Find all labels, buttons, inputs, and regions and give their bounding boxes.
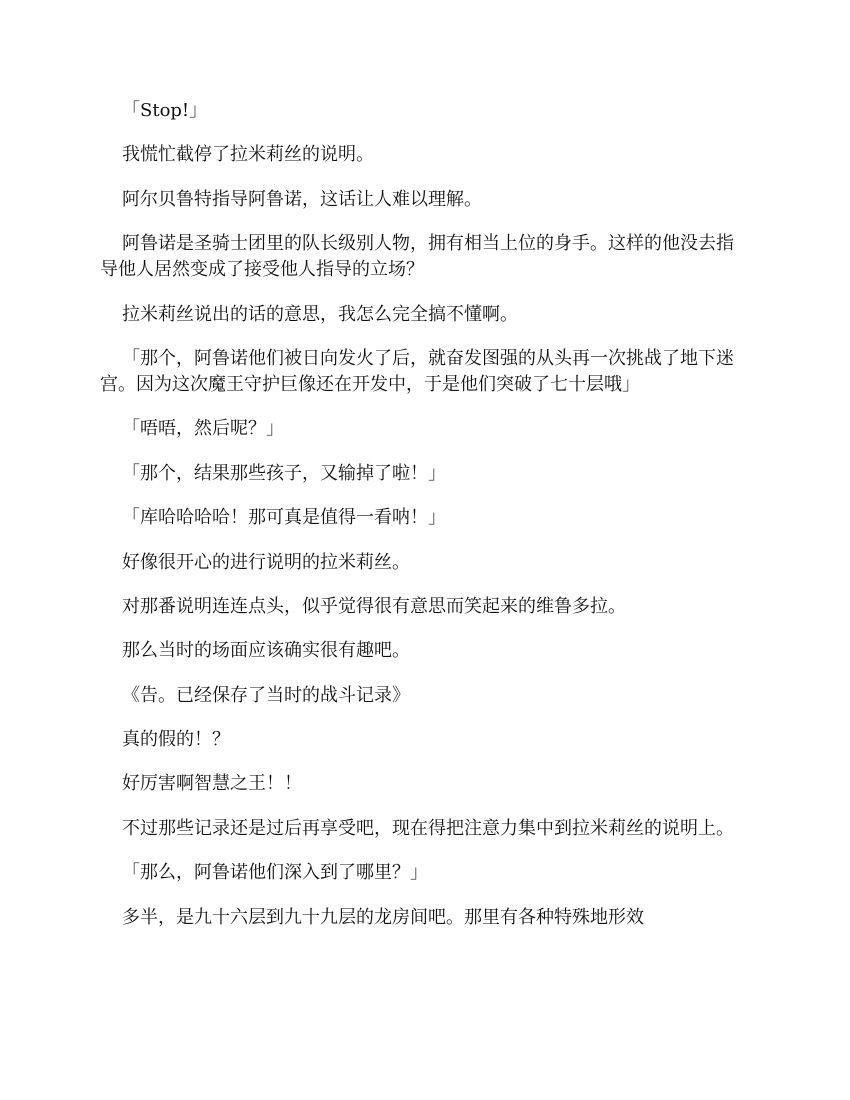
paragraph: 拉米莉丝说出的话的意思，我怎么完全搞不懂啊。	[122, 303, 518, 325]
paragraph: 我慌忙截停了拉米莉丝的说明。	[122, 144, 374, 166]
paragraph: 「那个，阿鲁诺他们被日向发火了后，就奋发图强的从头再一次挑战了地下迷宫。因为这次魔王守护巨像还在开发中，于是他们突破了七十层哦」	[100, 347, 734, 395]
paragraph: 「那个，结果那些孩子，又输掉了啦！」	[122, 462, 446, 484]
page-text-body	[100, 98, 750, 949]
paragraph: 对那番说明连连点头，似乎觉得很有意思而笑起来的维鲁多拉。	[122, 595, 626, 617]
paragraph: 好厉害啊智慧之王！！	[122, 773, 302, 795]
paragraph: 「Stop!」	[122, 100, 208, 121]
paragraph: 多半，是九十六层到九十九层的龙房间吧。那里有各种特殊地形效	[122, 906, 644, 928]
paragraph: 「那么，阿鲁诺他们深入到了哪里？」	[122, 862, 428, 884]
paragraph: 《告。已经保存了当时的战斗记录》	[122, 684, 410, 706]
paragraph: 阿鲁诺是圣骑士团里的队长级别人物，拥有相当上位的身手。这样的他没去指导他人居然变成了接受他人指导的立场？	[100, 233, 734, 281]
paragraph: 不过那些记录还是过后再享受吧，现在得把注意力集中到拉米莉丝的说明上。	[122, 817, 734, 839]
paragraph: 那么当时的场面应该确实很有趣吧。	[122, 640, 410, 662]
paragraph: 阿尔贝鲁特指导阿鲁诺，这话让人难以理解。	[122, 188, 482, 210]
paragraph: 真的假的！？	[122, 729, 230, 751]
paragraph: 「库哈哈哈哈！那可真是值得一看呐！」	[122, 507, 446, 529]
paragraph: 好像很开心的进行说明的拉米莉丝。	[122, 551, 410, 573]
paragraph: 「唔唔，然后呢？」	[122, 418, 284, 440]
